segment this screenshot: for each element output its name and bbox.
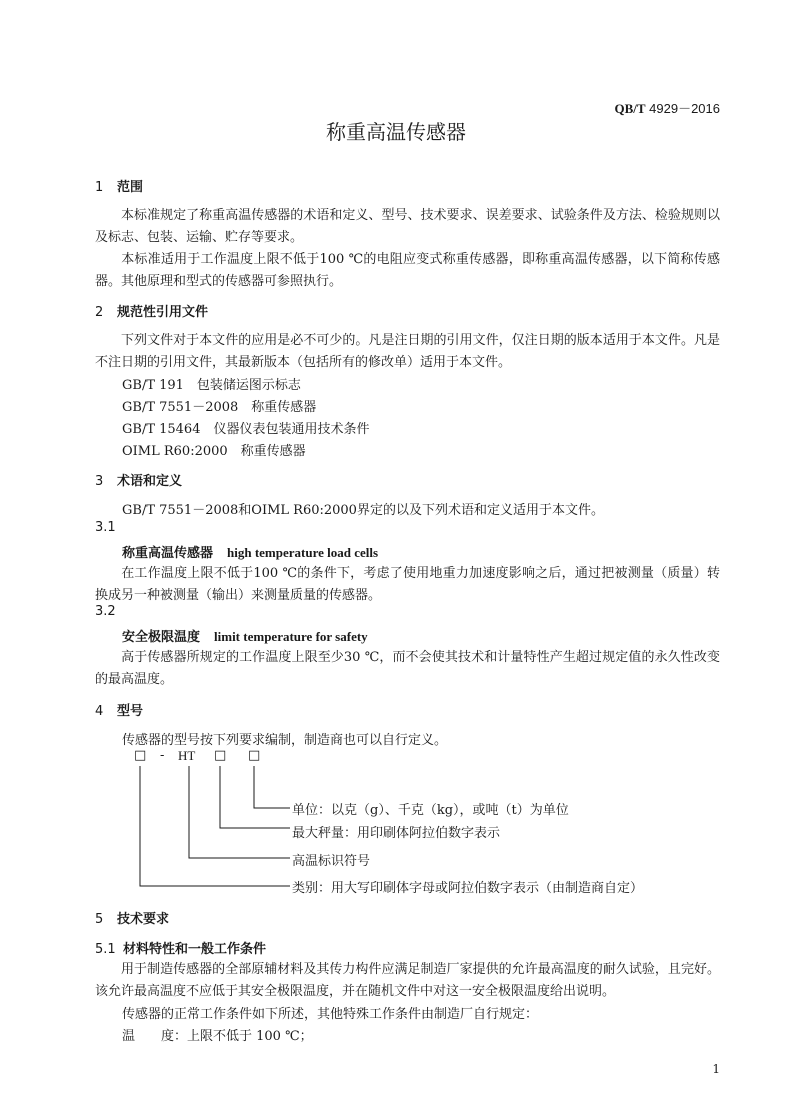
term-3-1 — [122, 542, 378, 561]
section-5-heading — [95, 908, 169, 927]
model-code-label-ht: 高温标识符号 — [292, 854, 371, 869]
term-3-2 — [122, 626, 368, 645]
subsection-5-1-title: 材料特性和一般工作条件 — [123, 942, 267, 957]
model-code-category-box: □ — [134, 748, 147, 763]
model-code-label-category: 类别：用大写印刷体字母或阿拉伯数字表示（由制造商自定） — [292, 881, 644, 896]
section-3-heading — [95, 470, 182, 489]
model-code-ht: HT — [178, 748, 196, 763]
section-4-paragraph-1: 传感器的型号按下列要求编制，制造商也可以自行定义。 — [122, 733, 448, 748]
term-3-2-chinese: 安全极限温度 — [122, 630, 201, 645]
reference-item: GB/T 191 包装储运图示标志 — [122, 378, 301, 393]
subsection-5-1-heading — [95, 938, 266, 957]
page-number: 1 — [712, 1062, 720, 1076]
section-5-paragraph-3: 温 度：上限不低于 100 ℃； — [122, 1029, 313, 1044]
section-1-paragraph-1: 本标准规定了称重高温传感器的术语和定义、型号、技术要求、误差要求、试验条件及方法、检验规则以及标志、包装、运输、贮存等要求。 — [95, 208, 720, 245]
section-3-number: 3 — [95, 474, 104, 489]
model-code-label-capacity: 最大秤量：用印刷体阿拉伯数字表示 — [292, 826, 501, 841]
section-5-number: 5 — [95, 912, 104, 927]
section-3-paragraph-1: GB/T 7551－2008和OIML R60:2000界定的以及下列术语和定义适用于本文件。 — [122, 503, 604, 518]
section-2-heading — [95, 301, 208, 320]
model-code-label-unit: 单位：以克（g）、千克（kg），或吨（t）为单位 — [292, 803, 569, 818]
section-1-number: 1 — [95, 180, 104, 195]
term-3-2-number: 3.2 — [95, 604, 116, 619]
term-3-1-chinese: 称重高温传感器 — [122, 546, 214, 561]
standard-code: 4929－2016 — [649, 101, 720, 116]
section-4-title: 型号 — [117, 704, 144, 719]
section-4-heading — [95, 700, 143, 719]
subsection-5-1-number: 5.1 — [95, 942, 116, 957]
term-3-2-english: limit temperature for safety — [214, 629, 368, 644]
reference-item: GB/T 15464 仪器仪表包装通用技术条件 — [122, 422, 370, 437]
document-title: 称重高温传感器 — [326, 120, 466, 144]
section-1-title: 范围 — [117, 180, 144, 195]
section-2-paragraph-1: 下列文件对于本文件的应用是必不可少的。凡是注日期的引用文件，仅注日期的版本适用于本文件。凡是不注日期的引用文件，其最新版本（包括所有的修改单）适用于本文件。 — [95, 333, 720, 370]
model-code-diagram — [120, 748, 720, 898]
section-5-paragraph-2: 传感器的正常工作条件如下所述，其他特殊工作条件由制造厂自行规定： — [122, 1007, 539, 1022]
section-4-number: 4 — [95, 704, 104, 719]
section-5-paragraph-1: 用于制造传感器的全部原辅材料及其传力构件应满足制造厂家提供的允许最高温度的耐久试验，且完好。该允许最高温度不应低于其安全极限温度，并在随机文件中对这一安全极限温度给出说明。 — [95, 962, 720, 999]
model-code-unit-box: □ — [248, 748, 261, 763]
section-2-number: 2 — [95, 305, 104, 320]
reference-item: OIML R60:2000 称重传感器 — [122, 444, 306, 459]
term-3-1-english: high temperature load cells — [227, 545, 379, 560]
section-2-title: 规范性引用文件 — [117, 305, 209, 320]
section-1-heading — [95, 176, 143, 195]
section-5-title: 技术要求 — [117, 912, 170, 927]
section-1-paragraph-2: 本标准适用于工作温度上限不低于100 ℃的电阻应变式称重传感器，即称重高温传感器，以下简称传感器。其他原理和型式的传感器可参照执行。 — [95, 252, 720, 289]
section-3-title: 术语和定义 — [117, 474, 183, 489]
reference-item: GB/T 7551－2008 称重传感器 — [122, 400, 317, 415]
standard-prefix: QB/T — [614, 101, 646, 116]
model-code-capacity-box: □ — [214, 748, 227, 763]
term-3-1-number: 3.1 — [95, 520, 116, 535]
term-3-2-definition: 高于传感器所规定的工作温度上限至少30 ℃，而不会使其技术和计量特性产生超过规定值的永久性改变的最高温度。 — [95, 650, 720, 687]
standard-number — [614, 98, 720, 117]
model-code-dash: - — [160, 748, 165, 763]
term-3-1-definition: 在工作温度上限不低于100 ℃的条件下，考虑了使用地重力加速度影响之后，通过把被测量（质量）转换成另一种被测量（输出）来测量质量的传感器。 — [95, 566, 720, 603]
